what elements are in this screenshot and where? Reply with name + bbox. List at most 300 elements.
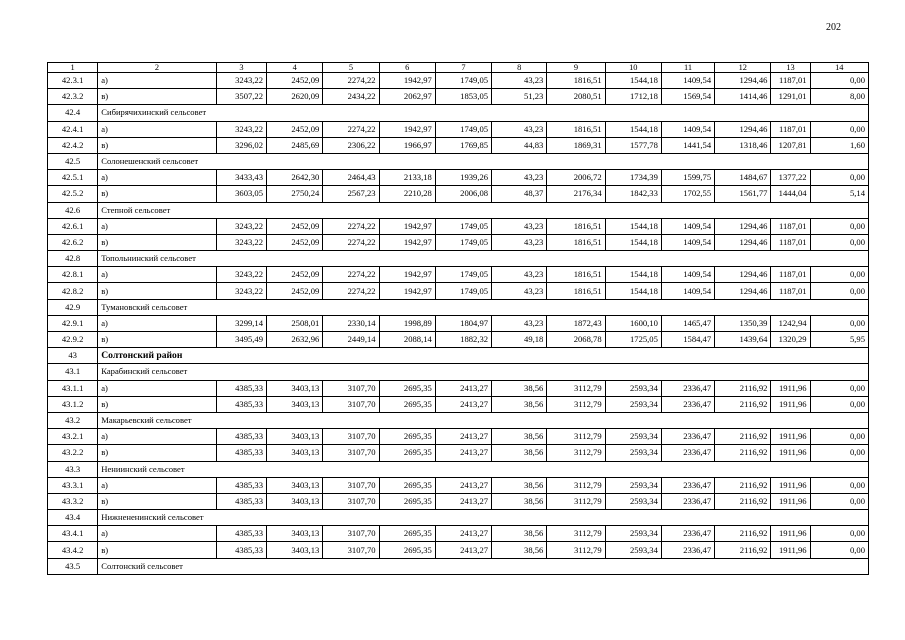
value-cell: 2452,09 [267, 218, 323, 234]
value-cell: 3107,70 [323, 526, 379, 542]
column-number-cell: 10 [605, 63, 661, 73]
value-cell: 2306,22 [323, 137, 379, 153]
value-cell: 43,23 [492, 170, 547, 186]
value-cell: 51,23 [492, 89, 547, 105]
value-cell: 38,56 [492, 542, 547, 558]
section-name: Нижнененинский сельсовет [98, 510, 869, 526]
table-row [48, 493, 869, 509]
table-row [48, 542, 869, 558]
table-row [48, 218, 869, 234]
column-number-row [48, 63, 869, 73]
district-row [48, 348, 869, 364]
value-cell: 1966,97 [379, 137, 435, 153]
value-cell: 4385,33 [216, 429, 266, 445]
value-cell: 2695,35 [379, 542, 435, 558]
value-cell: 3112,79 [547, 493, 605, 509]
column-number-cell: 12 [715, 63, 771, 73]
value-cell: 2088,14 [379, 332, 435, 348]
value-cell: 3403,13 [267, 445, 323, 461]
value-cell: 3112,79 [547, 445, 605, 461]
row-label: в) [98, 137, 217, 153]
value-cell: 1842,33 [605, 186, 661, 202]
value-cell: 0,00 [810, 234, 868, 250]
value-cell: 1294,46 [715, 121, 771, 137]
value-cell: 1569,54 [661, 89, 714, 105]
value-cell: 2210,28 [379, 186, 435, 202]
value-cell: 1869,31 [547, 137, 605, 153]
section-row [48, 510, 869, 526]
table-row [48, 445, 869, 461]
value-cell: 38,56 [492, 380, 547, 396]
value-cell: 3243,22 [216, 234, 266, 250]
value-cell: 43,23 [492, 121, 547, 137]
value-cell: 1187,01 [771, 267, 810, 283]
row-label: а) [98, 218, 217, 234]
value-cell: 1911,96 [771, 429, 810, 445]
row-label: а) [98, 73, 217, 89]
row-code: 43.4 [48, 510, 98, 526]
value-cell: 2336,47 [661, 542, 714, 558]
value-cell: 43,23 [492, 73, 547, 89]
row-label: а) [98, 477, 217, 493]
table-row [48, 234, 869, 250]
value-cell: 1294,46 [715, 267, 771, 283]
value-cell: 0,00 [810, 396, 868, 412]
row-label: а) [98, 380, 217, 396]
row-label: а) [98, 315, 217, 331]
table-row [48, 170, 869, 186]
value-cell: 0,00 [810, 429, 868, 445]
column-number-cell: 7 [435, 63, 491, 73]
value-cell: 2336,47 [661, 445, 714, 461]
value-cell: 43,23 [492, 315, 547, 331]
value-cell: 2695,35 [379, 396, 435, 412]
page-number: 202 [826, 22, 841, 33]
value-cell: 1816,51 [547, 121, 605, 137]
value-cell: 1911,96 [771, 380, 810, 396]
value-cell: 0,00 [810, 526, 868, 542]
value-cell: 3112,79 [547, 380, 605, 396]
value-cell: 2413,27 [435, 445, 491, 461]
value-cell: 2695,35 [379, 526, 435, 542]
row-label: в) [98, 332, 217, 348]
value-cell: 1187,01 [771, 234, 810, 250]
section-row [48, 251, 869, 267]
value-cell: 48,37 [492, 186, 547, 202]
section-name: Солонешенский сельсовет [98, 153, 869, 169]
value-cell: 3107,70 [323, 477, 379, 493]
value-cell: 2006,72 [547, 170, 605, 186]
value-cell: 2452,09 [267, 73, 323, 89]
value-cell: 1911,96 [771, 477, 810, 493]
value-cell: 1749,05 [435, 267, 491, 283]
value-cell: 2449,14 [323, 332, 379, 348]
value-cell: 38,56 [492, 445, 547, 461]
value-cell: 0,00 [810, 218, 868, 234]
value-cell: 3107,70 [323, 396, 379, 412]
value-cell: 43,23 [492, 218, 547, 234]
value-cell: 1187,01 [771, 218, 810, 234]
section-row [48, 202, 869, 218]
value-cell: 2620,09 [267, 89, 323, 105]
value-cell: 2116,92 [715, 396, 771, 412]
value-cell: 1599,75 [661, 170, 714, 186]
section-name: Тумановский сельсовет [98, 299, 869, 315]
row-label: а) [98, 121, 217, 137]
value-cell: 4385,33 [216, 477, 266, 493]
value-cell: 2452,09 [267, 121, 323, 137]
value-cell: 2068,78 [547, 332, 605, 348]
column-number-cell: 3 [216, 63, 266, 73]
section-row [48, 558, 869, 574]
value-cell: 1484,67 [715, 170, 771, 186]
value-cell: 1942,97 [379, 234, 435, 250]
value-cell: 0,00 [810, 283, 868, 299]
value-cell: 2642,30 [267, 170, 323, 186]
value-cell: 3403,13 [267, 380, 323, 396]
value-cell: 3243,22 [216, 267, 266, 283]
row-code: 43.5 [48, 558, 98, 574]
value-cell: 1853,05 [435, 89, 491, 105]
value-cell: 43,23 [492, 234, 547, 250]
value-cell: 1911,96 [771, 526, 810, 542]
value-cell: 1414,46 [715, 89, 771, 105]
table-row [48, 315, 869, 331]
table-row [48, 396, 869, 412]
value-cell: 43,23 [492, 267, 547, 283]
row-code: 42.8.2 [48, 283, 98, 299]
value-cell: 4385,33 [216, 396, 266, 412]
table-row [48, 526, 869, 542]
value-cell: 2413,27 [435, 477, 491, 493]
row-code: 42.9 [48, 299, 98, 315]
row-code: 42.9.1 [48, 315, 98, 331]
row-code: 43.1.1 [48, 380, 98, 396]
value-cell: 2508,01 [267, 315, 323, 331]
value-cell: 1911,96 [771, 445, 810, 461]
value-cell: 1187,01 [771, 283, 810, 299]
row-label: в) [98, 396, 217, 412]
row-label: в) [98, 542, 217, 558]
value-cell: 1942,97 [379, 73, 435, 89]
value-cell: 1350,39 [715, 315, 771, 331]
value-cell: 1444,04 [771, 186, 810, 202]
value-cell: 2176,34 [547, 186, 605, 202]
value-cell: 3112,79 [547, 526, 605, 542]
row-code: 43.3.1 [48, 477, 98, 493]
value-cell: 2336,47 [661, 477, 714, 493]
value-cell: 1544,18 [605, 121, 661, 137]
value-cell: 0,00 [810, 542, 868, 558]
value-cell: 1725,05 [605, 332, 661, 348]
value-cell: 1769,85 [435, 137, 491, 153]
value-cell: 1465,47 [661, 315, 714, 331]
column-number-cell: 14 [810, 63, 868, 73]
value-cell: 1939,26 [435, 170, 491, 186]
row-code: 43.1.2 [48, 396, 98, 412]
value-cell: 3403,13 [267, 429, 323, 445]
value-cell: 1544,18 [605, 283, 661, 299]
row-label: а) [98, 429, 217, 445]
value-cell: 2485,69 [267, 137, 323, 153]
value-cell: 3112,79 [547, 396, 605, 412]
value-cell: 3243,22 [216, 283, 266, 299]
value-cell: 2593,34 [605, 396, 661, 412]
row-code: 43 [48, 348, 98, 364]
value-cell: 1544,18 [605, 73, 661, 89]
value-cell: 1749,05 [435, 218, 491, 234]
value-cell: 2413,27 [435, 429, 491, 445]
row-code: 42.5.2 [48, 186, 98, 202]
value-cell: 1749,05 [435, 121, 491, 137]
value-cell: 2336,47 [661, 526, 714, 542]
value-cell: 3603,05 [216, 186, 266, 202]
section-name: Солтонский сельсовет [98, 558, 869, 574]
row-code: 42.6 [48, 202, 98, 218]
value-cell: 1409,54 [661, 234, 714, 250]
value-cell: 3299,14 [216, 315, 266, 331]
value-cell: 1911,96 [771, 396, 810, 412]
value-cell: 2413,27 [435, 493, 491, 509]
value-cell: 38,56 [492, 477, 547, 493]
value-cell: 2452,09 [267, 283, 323, 299]
value-cell: 5,14 [810, 186, 868, 202]
value-cell: 2632,96 [267, 332, 323, 348]
row-code: 43.3 [48, 461, 98, 477]
row-label: в) [98, 89, 217, 105]
value-cell: 2062,97 [379, 89, 435, 105]
value-cell: 0,00 [810, 170, 868, 186]
row-code: 43.2 [48, 412, 98, 428]
row-code: 42.8.1 [48, 267, 98, 283]
value-cell: 2116,92 [715, 493, 771, 509]
value-cell: 49,18 [492, 332, 547, 348]
value-cell: 2593,34 [605, 542, 661, 558]
value-cell: 2464,43 [323, 170, 379, 186]
value-cell: 2116,92 [715, 380, 771, 396]
value-cell: 3243,22 [216, 218, 266, 234]
district-name: Солтонский район [98, 348, 869, 364]
value-cell: 0,00 [810, 477, 868, 493]
value-cell: 2116,92 [715, 526, 771, 542]
value-cell: 1804,97 [435, 315, 491, 331]
section-row [48, 461, 869, 477]
value-cell: 1712,18 [605, 89, 661, 105]
value-cell: 2593,34 [605, 380, 661, 396]
value-cell: 4385,33 [216, 526, 266, 542]
value-cell: 1600,10 [605, 315, 661, 331]
value-cell: 2593,34 [605, 445, 661, 461]
value-cell: 2116,92 [715, 429, 771, 445]
value-cell: 1942,97 [379, 283, 435, 299]
value-cell: 3107,70 [323, 445, 379, 461]
value-cell: 3296,02 [216, 137, 266, 153]
value-cell: 1749,05 [435, 234, 491, 250]
value-cell: 1409,54 [661, 218, 714, 234]
value-cell: 1942,97 [379, 267, 435, 283]
value-cell: 3433,43 [216, 170, 266, 186]
section-name: Сибирячихинский сельсовет [98, 105, 869, 121]
section-row [48, 153, 869, 169]
row-code: 43.2.1 [48, 429, 98, 445]
value-cell: 4385,33 [216, 542, 266, 558]
value-cell: 2274,22 [323, 234, 379, 250]
row-code: 42.6.1 [48, 218, 98, 234]
table-row [48, 89, 869, 105]
value-cell: 2336,47 [661, 493, 714, 509]
row-code: 42.5.1 [48, 170, 98, 186]
value-cell: 1544,18 [605, 218, 661, 234]
row-code: 43.2.2 [48, 445, 98, 461]
value-cell: 1816,51 [547, 283, 605, 299]
value-cell: 1544,18 [605, 267, 661, 283]
row-label: в) [98, 445, 217, 461]
row-label: а) [98, 267, 217, 283]
value-cell: 2695,35 [379, 380, 435, 396]
table-row [48, 429, 869, 445]
row-label: а) [98, 526, 217, 542]
value-cell: 1291,01 [771, 89, 810, 105]
value-cell: 38,56 [492, 429, 547, 445]
value-cell: 2593,34 [605, 526, 661, 542]
row-code: 42.3.2 [48, 89, 98, 105]
value-cell: 2336,47 [661, 380, 714, 396]
value-cell: 38,56 [492, 493, 547, 509]
value-cell: 2695,35 [379, 477, 435, 493]
value-cell: 1816,51 [547, 73, 605, 89]
value-cell: 1441,54 [661, 137, 714, 153]
value-cell: 3107,70 [323, 493, 379, 509]
row-code: 42.4 [48, 105, 98, 121]
value-cell: 1207,81 [771, 137, 810, 153]
value-cell: 2336,47 [661, 396, 714, 412]
value-cell: 1584,47 [661, 332, 714, 348]
table-row [48, 137, 869, 153]
value-cell: 0,00 [810, 315, 868, 331]
value-cell: 1942,97 [379, 121, 435, 137]
value-cell: 1377,22 [771, 170, 810, 186]
value-cell: 0,00 [810, 267, 868, 283]
table-row [48, 186, 869, 202]
value-cell: 1318,46 [715, 137, 771, 153]
value-cell: 1187,01 [771, 73, 810, 89]
value-cell: 3403,13 [267, 493, 323, 509]
value-cell: 2116,92 [715, 477, 771, 493]
value-cell: 1872,43 [547, 315, 605, 331]
table-row [48, 267, 869, 283]
value-cell: 2567,23 [323, 186, 379, 202]
table-row [48, 283, 869, 299]
value-cell: 0,00 [810, 380, 868, 396]
section-row [48, 105, 869, 121]
value-cell: 1942,97 [379, 218, 435, 234]
row-code: 43.3.2 [48, 493, 98, 509]
value-cell: 38,56 [492, 526, 547, 542]
section-name: Карабинский сельсовет [98, 364, 869, 380]
value-cell: 1409,54 [661, 267, 714, 283]
column-number-cell: 4 [267, 63, 323, 73]
value-cell: 2133,18 [379, 170, 435, 186]
value-cell: 2695,35 [379, 493, 435, 509]
value-cell: 1242,94 [771, 315, 810, 331]
value-cell: 2116,92 [715, 445, 771, 461]
value-cell: 2330,14 [323, 315, 379, 331]
row-code: 43.4.2 [48, 542, 98, 558]
column-number-cell: 1 [48, 63, 98, 73]
value-cell: 2593,34 [605, 493, 661, 509]
value-cell: 2413,27 [435, 542, 491, 558]
table-row [48, 477, 869, 493]
value-cell: 2274,22 [323, 267, 379, 283]
value-cell: 1294,46 [715, 234, 771, 250]
value-cell: 1294,46 [715, 283, 771, 299]
value-cell: 1294,46 [715, 218, 771, 234]
value-cell: 3107,70 [323, 542, 379, 558]
value-cell: 3403,13 [267, 477, 323, 493]
value-cell: 3403,13 [267, 526, 323, 542]
value-cell: 4385,33 [216, 493, 266, 509]
value-cell: 3112,79 [547, 477, 605, 493]
row-code: 42.5 [48, 153, 98, 169]
value-cell: 0,00 [810, 493, 868, 509]
value-cell: 2593,34 [605, 477, 661, 493]
value-cell: 1409,54 [661, 283, 714, 299]
row-code: 42.3.1 [48, 73, 98, 89]
row-label: в) [98, 283, 217, 299]
value-cell: 1734,39 [605, 170, 661, 186]
value-cell: 1544,18 [605, 234, 661, 250]
row-code: 42.8 [48, 251, 98, 267]
value-cell: 3403,13 [267, 542, 323, 558]
value-cell: 2452,09 [267, 267, 323, 283]
table-body [48, 63, 869, 575]
row-code: 42.4.1 [48, 121, 98, 137]
value-cell: 2274,22 [323, 121, 379, 137]
column-number-cell: 11 [661, 63, 714, 73]
value-cell: 3403,13 [267, 396, 323, 412]
column-number-cell: 8 [492, 63, 547, 73]
row-code: 43.1 [48, 364, 98, 380]
section-name: Топольнинский сельсовет [98, 251, 869, 267]
value-cell: 3243,22 [216, 73, 266, 89]
value-cell: 8,00 [810, 89, 868, 105]
value-cell: 1294,46 [715, 73, 771, 89]
value-cell: 2274,22 [323, 218, 379, 234]
value-cell: 2274,22 [323, 283, 379, 299]
tariff-table [47, 62, 869, 575]
value-cell: 4385,33 [216, 380, 266, 396]
column-number-cell: 5 [323, 63, 379, 73]
section-name: Нениинский сельсовет [98, 461, 869, 477]
value-cell: 3112,79 [547, 429, 605, 445]
value-cell: 1439,64 [715, 332, 771, 348]
value-cell: 1702,55 [661, 186, 714, 202]
row-code: 42.4.2 [48, 137, 98, 153]
value-cell: 0,00 [810, 121, 868, 137]
value-cell: 2413,27 [435, 380, 491, 396]
column-number-cell: 2 [98, 63, 217, 73]
row-label: а) [98, 170, 217, 186]
row-code: 42.9.2 [48, 332, 98, 348]
table-row [48, 380, 869, 396]
value-cell: 3507,22 [216, 89, 266, 105]
value-cell: 2116,92 [715, 542, 771, 558]
section-row [48, 364, 869, 380]
value-cell: 2274,22 [323, 73, 379, 89]
section-row [48, 299, 869, 315]
section-name: Степной сельсовет [98, 202, 869, 218]
value-cell: 1320,29 [771, 332, 810, 348]
